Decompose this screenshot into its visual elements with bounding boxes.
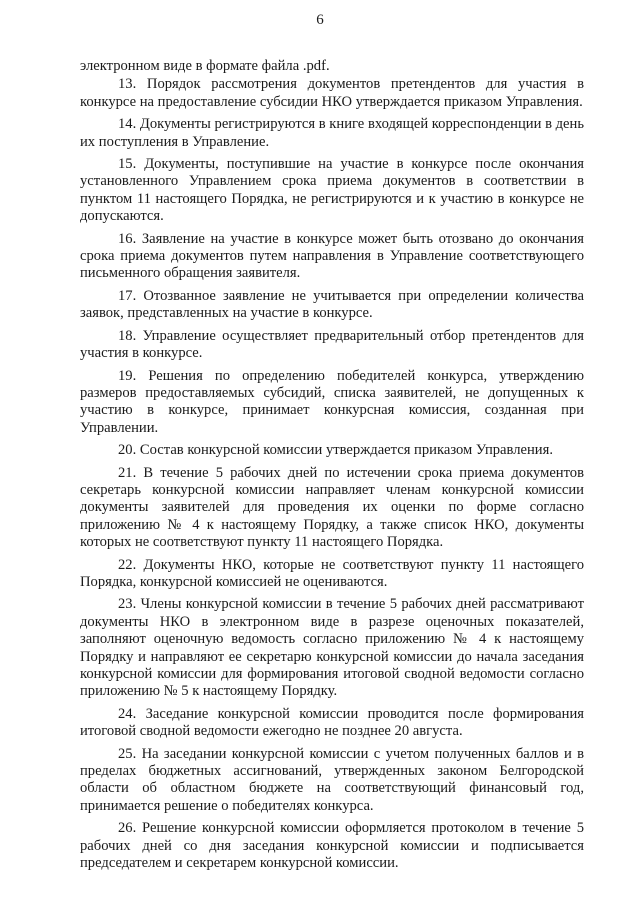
page-number: 6	[316, 12, 324, 28]
paragraph-17: 17. Отозванное заявление не учитывается при определении количества заявок, представленных на участие в конкурсе.	[80, 287, 584, 322]
paragraph-24: 24. Заседание конкурсной комиссии проводится после формирования итоговой сводной ведомости ежегодно не позднее 20 августа.	[80, 705, 584, 740]
paragraph-26: 26. Решение конкурсной комиссии оформляется протоколом в течение 5 рабочих дней со дня заседания конкурсной комиссии и подписывается председателем и секретарем конкурсной комиссии.	[80, 820, 584, 872]
paragraph-23: 23. Члены конкурсной комиссии в течение 5 рабочих дней рассматривают документы НКО в электронном виде в разрезе оценочных показателей, заполняют оценочную ведомость согласно приложению № 4 к настоящему Порядку и направляют ее секретарю конкурсной комиссии до начала заседания конкурсной комиссии для формирования итоговой сводной ведомости согласно приложению № 5 к настоящему Порядку.	[80, 596, 584, 700]
paragraph-19: 19. Решения по определению победителей конкурса, утверждению размеров предоставляемых субсидий, списка заявителей, не допущенных к участию в конкурсе, принимает конкурсная комиссия, созданная при Управлении.	[80, 367, 584, 436]
paragraph-25: 25. На заседании конкурсной комиссии с учетом полученных баллов и в пределах бюджетных ассигнований, утвержденных законом Белгородской области об областном бюджете на соответствующий финансовый год, принимается решение о победителях конкурса.	[80, 745, 584, 814]
paragraph-20: 20. Состав конкурсной комиссии утверждается приказом Управления.	[118, 442, 553, 459]
paragraph-21: 21. В течение 5 рабочих дней по истечении срока приема документов секретарь конкурсной комиссии направляет членам конкурсной комиссии документы заявителей для проведения их оценки по форме согласно приложению № 4 к настоящему Порядку, а также список НКО, документы которых не соответствуют пункту 11 настоящего Порядка.	[80, 464, 584, 551]
paragraph-15: 15. Документы, поступившие на участие в конкурсе после окончания установленного Управлением срока приема документов в соответствии в пунктом 11 настоящего Порядка, не регистрируются и к участию в конкурсе не допускаются.	[80, 156, 584, 225]
paragraph-14: 14. Документы регистрируются в книге входящей корреспонденции в день их поступления в Управление.	[80, 116, 584, 150]
paragraph-18: 18. Управление осуществляет предварительный отбор претендентов для участия в конкурсе.	[80, 327, 584, 362]
document-body	[80, 58, 584, 877]
paragraph-16: 16. Заявление на участие в конкурсе может быть отозвано до окончания срока приема документов путем направления в Управление соответствующего письменного обращения заявителя.	[80, 230, 584, 282]
paragraph-continuation: электронном виде в формате файла .pdf.	[80, 58, 330, 74]
paragraph-22: 22. Документы НКО, которые не соответствуют пункту 11 настоящего Порядка, конкурсной комиссией не оцениваются.	[80, 556, 584, 590]
paragraph-13: 13. Порядок рассмотрения документов претендентов для участия в конкурсе на предоставление субсидии НКО утверждается приказом Управления.	[80, 76, 584, 110]
